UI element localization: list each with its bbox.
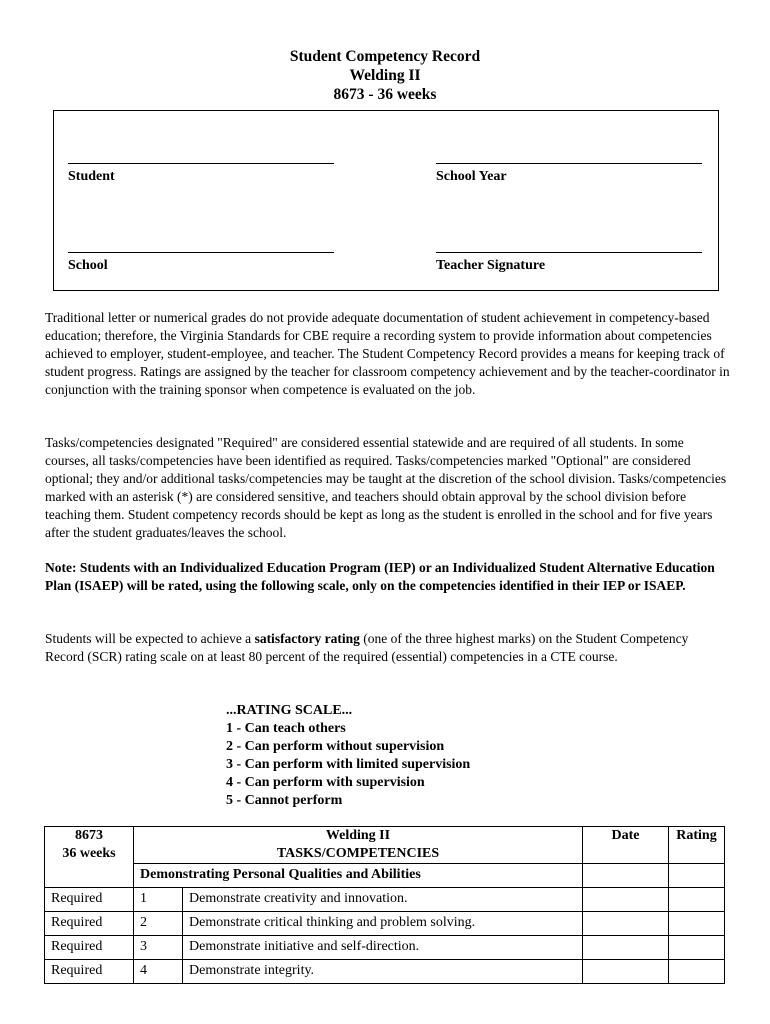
- tasks-header-cell: [134, 827, 583, 864]
- rating-scale-item: 2 - Can perform without supervision: [226, 739, 445, 754]
- table-header-row: [45, 827, 725, 864]
- task-description: Demonstrate integrity.: [183, 960, 583, 984]
- rating-scale-item: 3 - Can perform with limited supervision: [226, 757, 471, 772]
- section-row: [45, 864, 725, 888]
- expectation-text-2: (one of the three highest marks) on the Student Competency Record (SCR) rating scale on at least 80 percent of the required (essential) competencies in a CTE course.: [45, 631, 689, 664]
- task-number: 1: [134, 888, 183, 912]
- table-row: [45, 960, 725, 984]
- table-course-title: Welding II: [325, 828, 391, 843]
- rating-scale-item: 4 - Can perform with supervision: [226, 775, 425, 790]
- rating-cell[interactable]: [669, 864, 725, 888]
- date-header: Date: [583, 827, 669, 864]
- rating-cell[interactable]: [669, 960, 725, 984]
- course-code-weeks: 8673 - 36 weeks: [333, 86, 437, 103]
- table-row: [45, 888, 725, 912]
- task-description: Demonstrate creativity and innovation.: [183, 888, 583, 912]
- course-code: 8673: [75, 828, 103, 843]
- task-number: 4: [134, 960, 183, 984]
- school-label: School: [68, 258, 108, 273]
- tasks-paragraph: Tasks/competencies designated "Required" are considered essential statewide and are required of all students. In some courses, all tasks/competencies have been identified as required. Tasks/competencies marked "Optional" are considered optional; they and/or additional tasks/competencies may be taught at the discretion of the school division. Tasks/competencies marked with an asterisk (*) are considered sensitive, and teachers should obtain approval by the school division before teaching them. Student competency records should be kept as long as the student is enrolled in the school and for five years after the student graduates/leaves the school.: [45, 435, 727, 540]
- rating-scale-item: 1 - Can teach others: [226, 721, 346, 736]
- section-heading: Demonstrating Personal Qualities and Abilities: [134, 864, 583, 888]
- task-number: 3: [134, 936, 183, 960]
- student-line: [68, 163, 334, 164]
- date-cell[interactable]: [583, 936, 669, 960]
- school-year-label: School Year: [436, 169, 507, 184]
- course-weeks: 36 weeks: [62, 846, 116, 861]
- teacher-signature-line: [436, 252, 702, 253]
- school-year-field[interactable]: [436, 163, 702, 185]
- expectation-paragraph: [45, 630, 730, 666]
- task-number: 2: [134, 912, 183, 936]
- date-cell[interactable]: [583, 960, 669, 984]
- status-cell: Required: [45, 912, 134, 936]
- rating-cell[interactable]: [669, 912, 725, 936]
- course-code-cell: [45, 827, 134, 888]
- rating-header: Rating: [669, 827, 725, 864]
- school-year-line: [436, 163, 702, 164]
- page-title: Student Competency Record: [289, 48, 481, 65]
- satisfactory-rating-text: satisfactory rating: [254, 631, 360, 646]
- table-row: [45, 912, 725, 936]
- rating-cell[interactable]: [669, 936, 725, 960]
- intro-paragraph: Traditional letter or numerical grades do not provide adequate documentation of student achievement in competency-based education; therefore, the Virginia Standards for CBE require a recording system to provide information about competencies achieved to employer, student-employee, and teacher. The Student Competency Record provides a means for keeping track of student progress. Ratings are assigned by the teacher for classroom competency achievement and by the teacher-coordinator in conjunction with the training sponsor when competence is evaluated on the job.: [45, 310, 730, 397]
- student-field[interactable]: [68, 163, 334, 185]
- rating-scale: [226, 702, 470, 810]
- signature-box: [53, 110, 719, 291]
- school-field[interactable]: [68, 252, 334, 274]
- task-description: Demonstrate critical thinking and problem solving.: [183, 912, 583, 936]
- iep-note: Note: Students with an Individualized Education Program (IEP) or an Individualized Student Alternative Education Plan (ISAEP) will be rated, using the following scale, only on the competencies identified in their IEP or ISAEP.: [45, 560, 715, 593]
- date-cell[interactable]: [583, 888, 669, 912]
- date-cell[interactable]: [583, 912, 669, 936]
- document-title: [0, 47, 770, 104]
- tasks-competencies-header: TASKS/COMPETENCIES: [276, 846, 440, 861]
- rating-scale-heading: ...RATING SCALE...: [226, 703, 353, 718]
- course-title: Welding II: [349, 67, 421, 84]
- table-row: [45, 936, 725, 960]
- teacher-signature-field[interactable]: [436, 252, 702, 274]
- rating-cell[interactable]: [669, 888, 725, 912]
- status-cell: Required: [45, 888, 134, 912]
- student-label: Student: [68, 169, 115, 184]
- teacher-signature-label: Teacher Signature: [436, 258, 546, 273]
- status-cell: Required: [45, 960, 134, 984]
- task-description: Demonstrate initiative and self-direction.: [183, 936, 583, 960]
- competency-table: [44, 826, 725, 984]
- rating-scale-item: 5 - Cannot perform: [226, 793, 343, 808]
- status-cell: Required: [45, 936, 134, 960]
- date-cell[interactable]: [583, 864, 669, 888]
- school-line: [68, 252, 334, 253]
- expectation-text-1: Students will be expected to achieve a: [45, 631, 255, 646]
